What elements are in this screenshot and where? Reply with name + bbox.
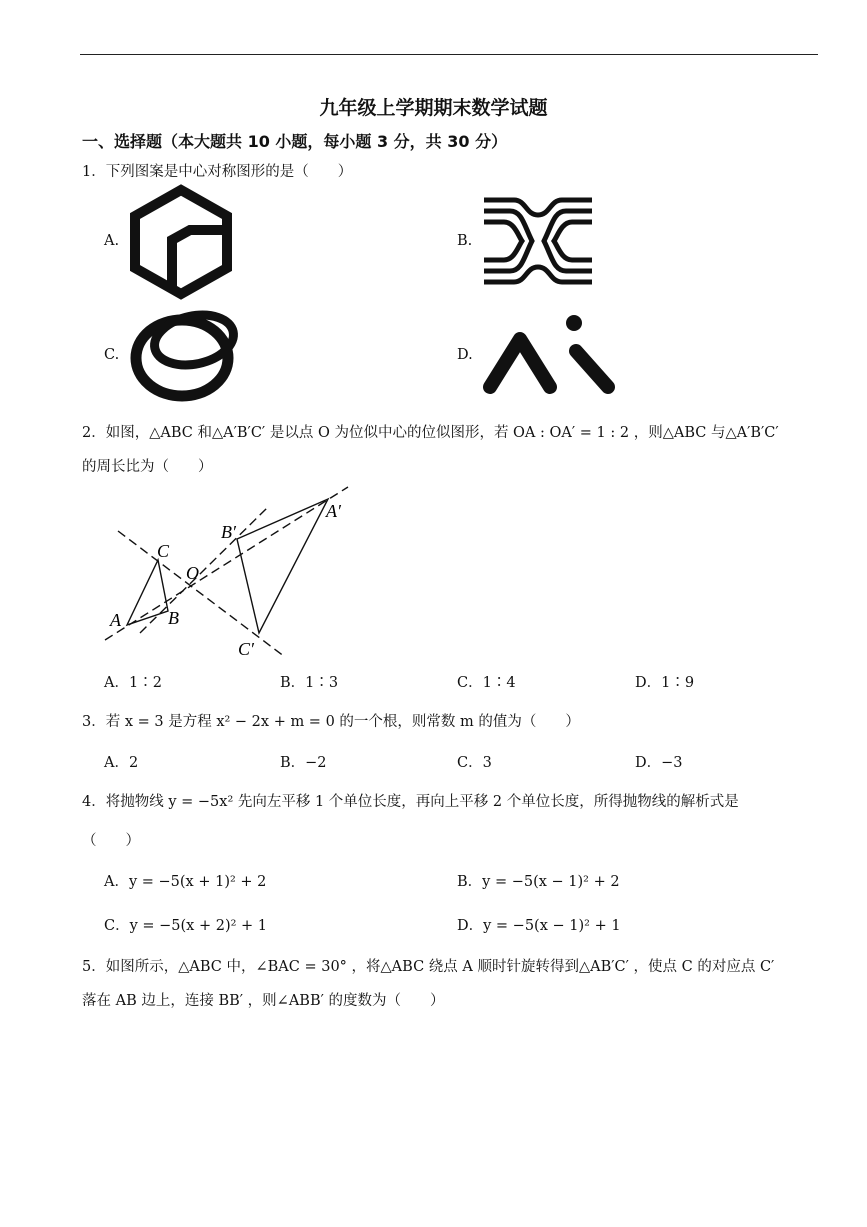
hexagon-cube-logo-icon [130,186,232,298]
point-b-label: B [168,608,179,628]
header-rule [80,54,818,55]
q1-option-b-label: B. [457,233,473,249]
q3-option-b[interactable]: B．−2 [280,755,327,771]
q4-stem-line2: （ ） [82,833,140,849]
q1-option-a-label: A. [104,233,120,249]
section-heading: 一、选择题（本大题共 10 小题，每小题 3 分，共 30 分） [82,132,508,151]
point-b-prime-label: B′ [221,522,236,542]
q4-option-a[interactable]: A．y = −5(x + 1)² + 2 [104,874,267,890]
q2-option-b[interactable]: B．1∶3 [280,675,339,691]
q2-option-d[interactable]: D．1∶9 [635,675,695,691]
point-c-prime-label: C′ [238,639,254,659]
q1-option-c-label: C. [104,347,120,363]
q2-option-a[interactable]: A．1∶2 [104,675,162,691]
point-o-label: O [186,563,199,583]
q4-stem-line1: 4．将抛物线 y = −5x² 先向左平移 1 个单位长度，再向上平移 2 个单位长度，所得抛物线的解析式是 [82,794,739,810]
exam-title: 九年级上学期期末数学试题 [319,97,548,119]
wavy-lines-logo-icon [484,195,592,287]
q5-stem-line1: 5．如图所示，△ABC 中，∠BAC = 30° ，将△ABC 绕点 A 顺时针旋转得到△AB′C′ ，使点 C 的对应点 C′ [82,959,775,975]
q2-stem-line2: 的周长比为（ ） [82,459,213,475]
point-c-label: C [157,541,170,561]
q3-stem: 3．若 x = 3 是方程 x² − 2x + m = 0 的一个根，则常数 m 的值为（ ） [82,714,580,730]
q2-stem-line1: 2．如图，△ABC 和△A′B′C′ 是以点 O 为位似中心的位似图形，若 OA : OA′ = 1 : 2 ，则△ABC 与△A′B′C′ [82,425,779,441]
q4-option-d[interactable]: D．y = −5(x − 1)² + 1 [457,918,621,934]
q4-option-b[interactable]: B．y = −5(x − 1)² + 2 [457,874,620,890]
point-a-label: A [110,610,121,630]
q3-option-c[interactable]: C．3 [457,755,492,771]
q3-option-d[interactable]: D．−3 [635,755,683,771]
homothety-figure [100,485,360,660]
point-a-prime-label: A′ [326,501,341,521]
ring-ellipse-logo-icon [128,306,244,402]
q5-stem-line2: 落在 AB 边上，连接 BB′ ，则∠ABB′ 的度数为（ ） [82,993,445,1009]
q2-option-c[interactable]: C．1∶4 [457,675,516,691]
q1-stem: 1．下列图案是中心对称图形的是（ ） [82,164,353,180]
q4-option-c[interactable]: C．y = −5(x + 2)² + 1 [104,918,268,934]
ai-lettermark-logo-icon [482,313,622,395]
q3-option-a[interactable]: A．2 [104,755,139,771]
q1-option-d-label: D. [457,347,473,363]
